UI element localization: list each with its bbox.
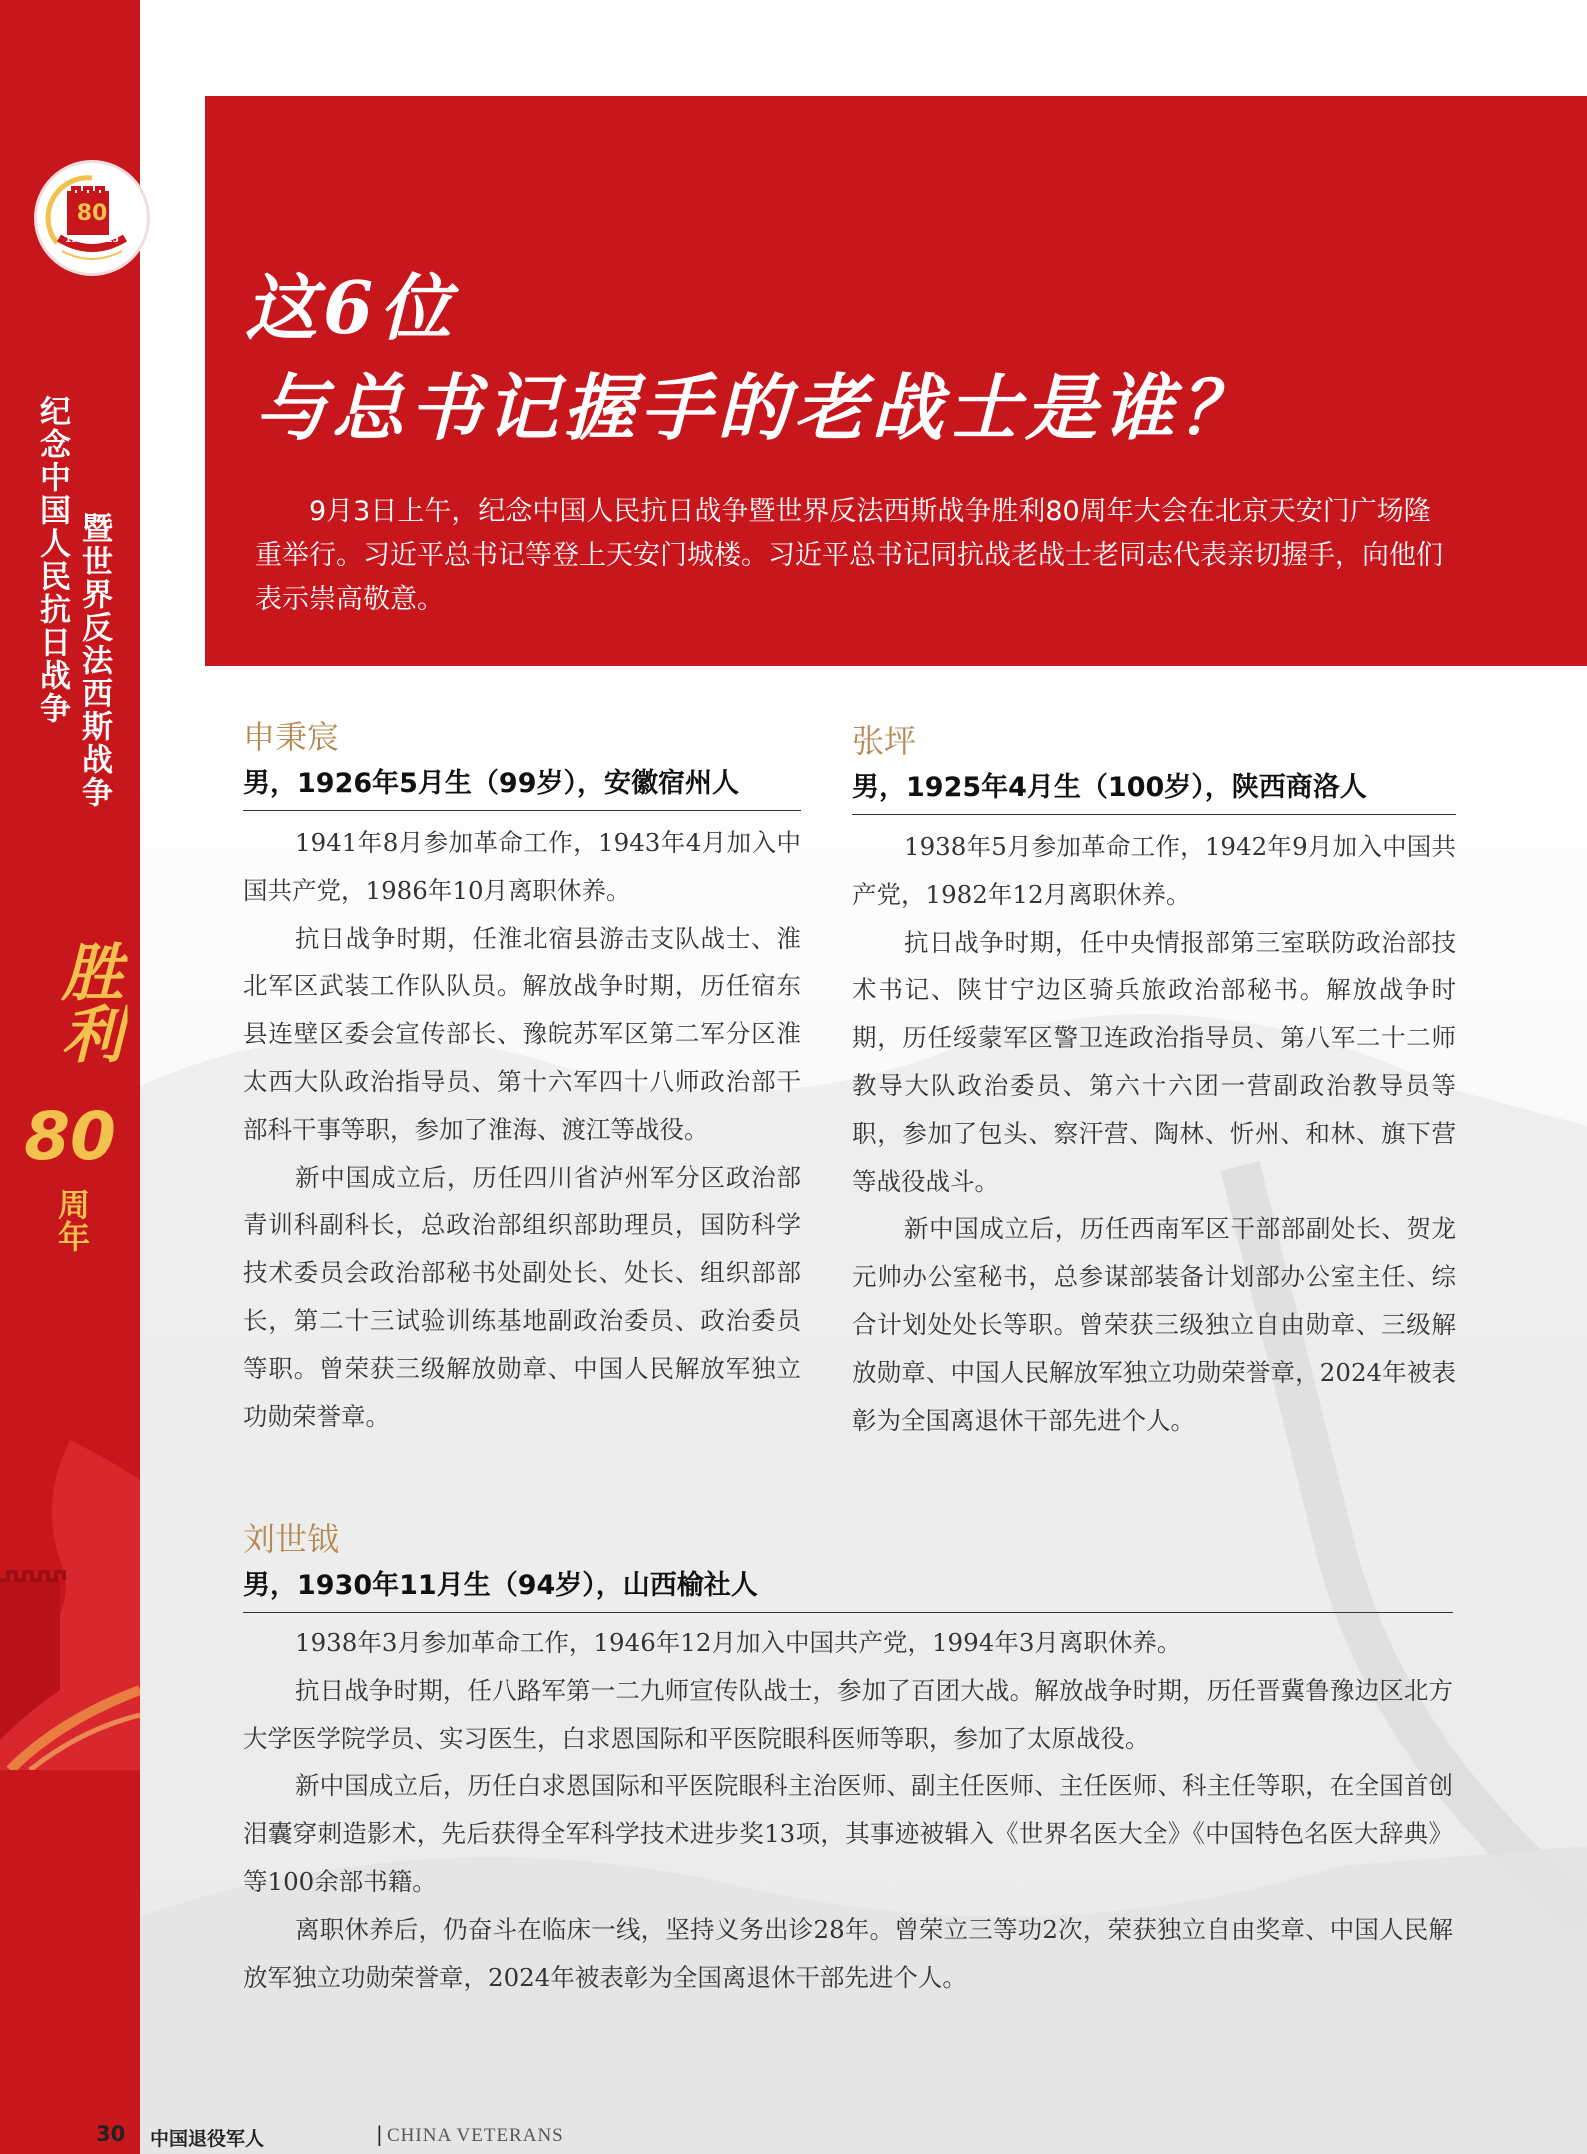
victory-calligraphy: 胜利 bbox=[51, 940, 124, 1064]
biography-paragraph: 新中国成立后，历任白求恩国际和平医院眼科主治医师、副主任医师、主任医师、科主任等职，在全国首创泪囊穿刺造影术，先后获得全军科学技术进步奖13项，其事迹被辑入《世界名医大全》《中国特色名医大辞典》等100余部书籍。 bbox=[243, 1771, 1453, 1896]
sidebar-vertical-text-2: 暨世界反法西斯战争 bbox=[76, 512, 112, 809]
logo-years: 1945-2025 bbox=[65, 235, 119, 245]
great-wall-illustration bbox=[0, 1440, 140, 1770]
veteran-info: 男，1926年5月生（99岁），安徽宿州人 bbox=[243, 764, 801, 811]
veteran-info: 男，1925年4月生（100岁），陕西商洛人 bbox=[852, 768, 1456, 815]
veteran-name: 张坪 bbox=[852, 722, 917, 760]
biography bbox=[243, 1619, 1453, 2001]
anniversary-text: 周年 bbox=[53, 1188, 91, 1252]
footer-separator: | bbox=[376, 2122, 383, 2146]
magazine-name-cn: 中国退役军人 bbox=[150, 2128, 265, 2150]
biography-paragraph: 1941年8月参加革命工作，1943年4月加入中国共产党，1986年10月离职休养。 bbox=[243, 828, 801, 905]
sidebar bbox=[0, 0, 140, 2154]
veteran-name: 刘世钺 bbox=[243, 1520, 340, 1558]
biography-paragraph: 新中国成立后，历任四川省泸州军分区政治部青训科副科长，总政治部组织部助理员，国防科学技术委员会政治部秘书处副处长、处长、组织部部长，第二十三试验训练基地副政治委员、政治委员等职。曾荣获三级解放勋章、中国人民解放军独立功勋荣誉章。 bbox=[243, 1162, 801, 1431]
victory-number: 80 bbox=[24, 1098, 116, 1175]
biography-paragraph: 离职休养后，仍奋斗在临床一线，坚持义务出诊28年。曾荣立三等功2次，荣获独立自由奖章、中国人民解放军独立功勋荣誉章，2024年被表彰为全国离退休干部先进个人。 bbox=[243, 1914, 1453, 1992]
biography bbox=[243, 819, 801, 1440]
magazine-name-en: CHINA VETERANS bbox=[387, 2125, 564, 2146]
profile-card bbox=[243, 716, 801, 1440]
biography bbox=[852, 823, 1456, 1444]
veteran-name: 申秉宸 bbox=[243, 718, 340, 756]
biography-paragraph: 抗日战争时期，任八路军第一二九师宣传队战士，参加了百团大战。解放战争时期，历任晋冀鲁豫边区北方大学医学院学员、实习医生，白求恩国际和平医院眼科医师等职，参加了太原战役。 bbox=[243, 1675, 1453, 1753]
biography-paragraph: 新中国成立后，历任西南军区干部部副处长、贺龙元帅办公室秘书，总参谋部装备计划部办公室主任、综合计划处处长等职。曾荣获三级独立自由勋章、三级解放勋章、中国人民解放军独立功勋荣誉章，2024年被表彰为全国离退休干部先进个人。 bbox=[852, 1214, 1456, 1435]
title-line-2: 与总书记握手的老战士是谁？ bbox=[255, 365, 1257, 450]
veteran-info: 男，1930年11月生（94岁），山西榆社人 bbox=[243, 1566, 1453, 1613]
logo-number: 80 bbox=[76, 201, 108, 226]
profile-card bbox=[852, 720, 1456, 1444]
biography-paragraph: 1938年3月参加革命工作，1946年12月加入中国共产党，1994年3月离职休养。 bbox=[295, 1628, 1182, 1657]
biography-paragraph: 抗日战争时期，任中央情报部第三室联防政治部技术书记、陕甘宁边区骑兵旅政治部秘书。解放战争时期，历任绥蒙军区警卫连政治指导员、第八军二十二师教导大队政治委员、第六十六团一营副政治教导员等职，参加了包头、察汗营、陶林、忻州、和林、旗下营等战役战斗。 bbox=[852, 927, 1456, 1196]
sidebar-vertical-text-1: 纪念中国人民抗日战争 bbox=[34, 395, 70, 725]
anniversary-logo bbox=[34, 160, 150, 276]
profile-card bbox=[243, 1518, 1453, 2001]
page-number: 30 bbox=[96, 2122, 126, 2146]
title-line-1: 这6位 bbox=[245, 265, 458, 350]
biography-paragraph: 1938年5月参加革命工作，1942年9月加入中国共产党，1982年12月离职休养。 bbox=[852, 832, 1456, 909]
biography-paragraph: 抗日战争时期，任淮北宿县游击支队战士、淮北军区武装工作队队员。解放战争时期，历任宿东县连壁区委会宣传部长、豫皖苏军区第二军分区淮太西大队政治指导员、第十六军四十八师政治部干部科干事等职，参加了淮海、渡江等战役。 bbox=[243, 923, 801, 1144]
intro-paragraph: 9月3日上午，纪念中国人民抗日战争暨世界反法西斯战争胜利80周年大会在北京天安门广场隆重举行。习近平总书记等登上天安门城楼。习近平总书记同抗战老战士老同志代表亲切握手，向他们表示崇高敬意。 bbox=[255, 496, 1443, 615]
